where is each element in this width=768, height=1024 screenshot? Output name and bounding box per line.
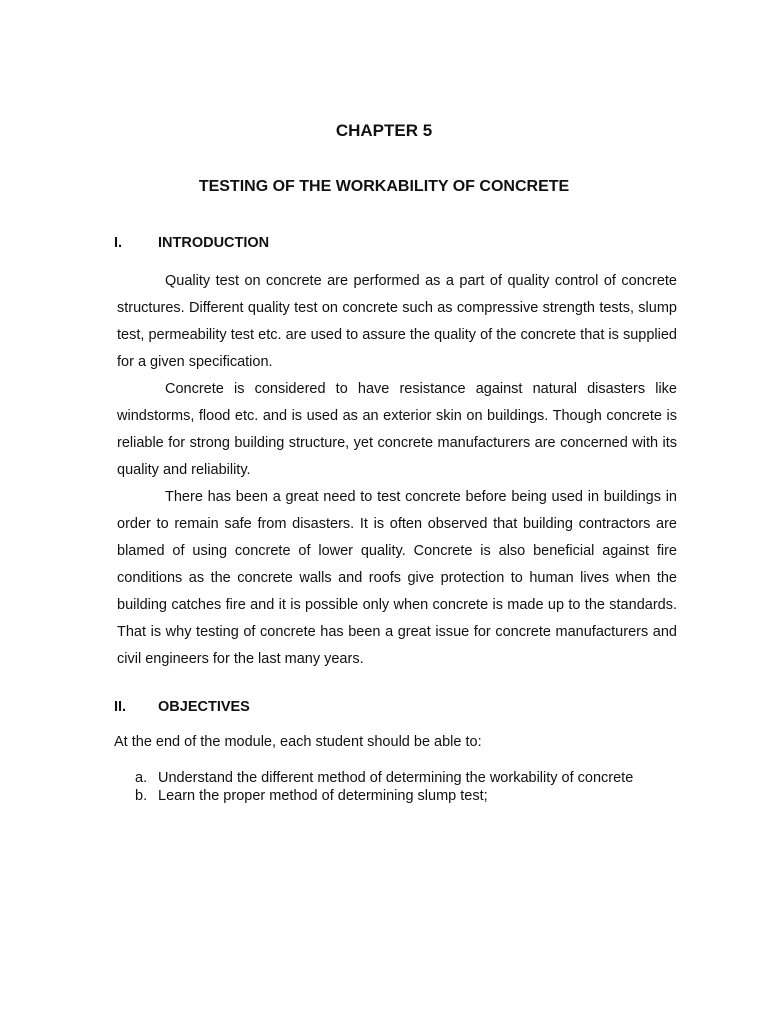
objectives-list [135, 769, 633, 805]
list-marker: b. [135, 788, 148, 804]
list-item-text: Understand the different method of determining the workability of concrete [158, 770, 634, 786]
section-title: OBJECTIVES [158, 699, 250, 715]
section-heading-objectives [114, 699, 250, 715]
paragraph: There has been a great need to test concrete before being used in buildings in order to remain safe from disasters. It is often observed that building contractors are blamed of using concrete of lower quality. Concrete is also beneficial against fire conditions as the concrete walls and roofs give protection to human lives when the building catches fire and it is possible only when concrete is made up to the standards. That is why testing of concrete has been a great issue for concrete manufacturers and civil engineers for the last many years. [117, 489, 677, 667]
introduction-body [117, 268, 677, 673]
section-heading-introduction [114, 235, 269, 251]
chapter-label: CHAPTER 5 [335, 121, 433, 140]
section-title: INTRODUCTION [158, 235, 270, 251]
section-number: I. [114, 235, 123, 251]
objectives-lead: At the end of the module, each student should be able to: [114, 734, 482, 750]
page-title: TESTING OF THE WORKABILITY OF CONCRETE [198, 178, 570, 195]
paragraph: Quality test on concrete are performed as a part of quality control of concrete structures. Different quality test on concrete such as compressive strength tests, slump test, permeability test etc. are used to assure the quality of the concrete that is supplied for a given specification. [117, 273, 677, 370]
list-item [135, 769, 633, 787]
list-item-text: Learn the proper method of determining slump test; [158, 788, 488, 804]
list-marker: a. [135, 770, 148, 786]
section-number: II. [114, 699, 127, 715]
list-item [135, 787, 633, 805]
paragraph: Concrete is considered to have resistance against natural disasters like windstorms, flood etc. and is used as an exterior skin on buildings. Though concrete is reliable for strong building structure, yet concrete manufacturers are concerned with its quality and reliability. [117, 381, 677, 478]
